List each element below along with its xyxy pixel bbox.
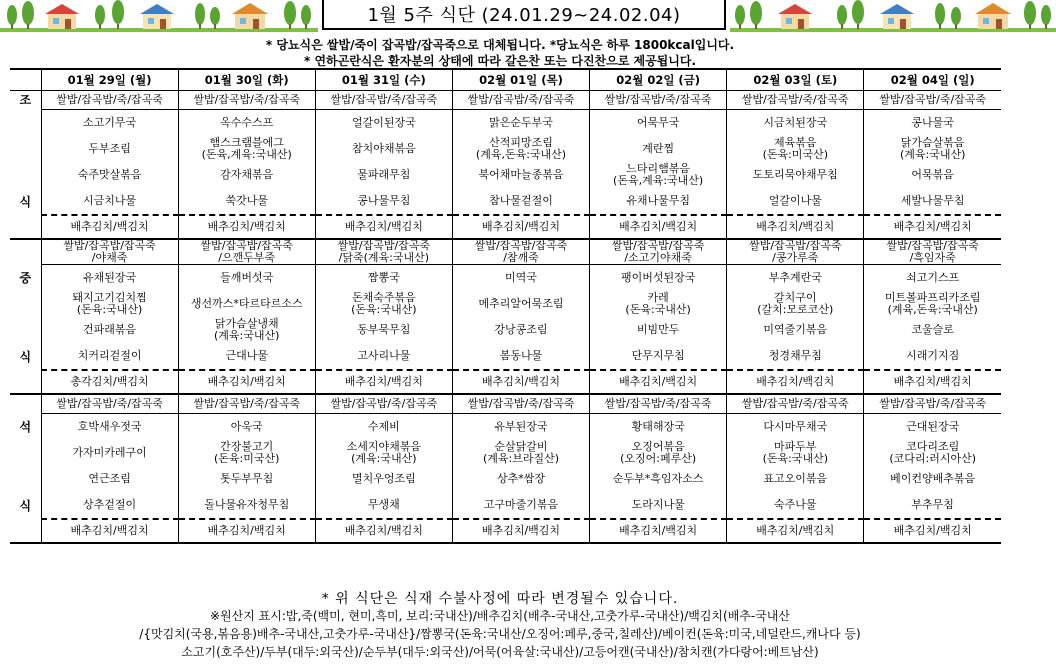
menu-cell: 총각김치/백김치 [41,370,178,394]
dinner-row [10,440,1001,466]
village-illustration-left [0,0,318,32]
meal-label: 식 [19,194,32,209]
menu-cell: 콩나물무침 [315,188,452,215]
menu-cell: 동부묵무침 [315,317,452,343]
menu-cell: 닭가슴살냉채 (계육:국내산) [178,317,315,343]
menu-cell: 쌀밥/잡곡밥/잡곡죽 /으깬두부죽 [178,239,315,265]
menu-cell: 유채된장국 [41,265,178,292]
menu-cell: 순살닭갈비 (계육:브라질산) [452,440,589,466]
menu-cell: 제육볶음 (돈육:미국산) [727,136,864,162]
lunch-row [10,317,1001,343]
menu-cell: 코다리조림 (코다리:러시아산) [864,440,1001,466]
menu-cell: 수제비 [315,414,452,441]
menu-cell: 간장불고기 (돈육:미국산) [178,440,315,466]
meal-label [10,466,41,492]
menu-cell: 비빔만두 [590,317,727,343]
meal-label: 식 [19,349,32,364]
menu-cell: 숙주나물 [727,492,864,519]
day-header: 01월 31일 (수) [315,69,452,91]
menu-cell: 산적피망조림 (계육,돈육:국내산) [452,136,589,162]
menu-cell: 마파두부 (돈육:국내산) [727,440,864,466]
menu-cell: 쌀밥/잡곡밥/죽/잡곡죽 [178,394,315,414]
day-header: 02월 03일 (토) [727,69,864,91]
origin-line: 소고기(호주산)/두부(대두:외국산)/순두부(대두:외국산)/어묵(어육살:국내산)/고등어캔(국내산)/참치캔(가다랑어:베트남산) [181,645,819,659]
menu-cell: 아욱국 [178,414,315,441]
menu-cell: 얼갈이나물 [727,188,864,215]
menu-cell: 무생채 [315,492,452,519]
menu-cell: 소세지야채볶음 (계육:국내산) [315,440,452,466]
change-notice: * 위 식단은 식재 수불사정에 따라 변경될수 있습니다. [321,591,679,607]
menu-cell: 쌀밥/잡곡밥/죽/잡곡죽 [864,394,1001,414]
meal-label [10,291,41,317]
menu-cell: 배추김치/백김치 [315,215,452,239]
menu-cell: 순두부*흑임자소스 [590,466,727,492]
meal-label [10,370,41,394]
meal-label: 식 [19,498,32,513]
meal-label [10,519,41,543]
breakfast-row [10,91,1001,110]
day-header: 01월 30일 (화) [178,69,315,91]
menu-cell: 상추*쌈장 [452,466,589,492]
menu-cell: 쌀밥/잡곡밥/죽/잡곡죽 [452,394,589,414]
origin-line: ※원산지 표시:밥,죽(백미, 현미,흑미, 보리:국내산)/배추김치(배추-국내산,고춧가루-국내산)/백김치(배추-국내산 [209,609,790,623]
menu-cell: 얼갈이된장국 [315,110,452,137]
meal-label [10,215,41,239]
notice-diabetic: * 당뇨식은 쌀밥/죽이 잡곡밥/잡곡죽으로 대체됩니다. *당뇨식은 하루 1800kcal입니다. [265,38,735,52]
menu-cell: 햄스크램블에그 (돈육,계육:국내산) [178,136,315,162]
menu-cell: 배추김치/백김치 [727,519,864,543]
menu-cell: 멸치우엉조림 [315,466,452,492]
menu-cell: 쌀밥/잡곡밥/죽/잡곡죽 [178,91,315,110]
menu-cell: 맑은순두부국 [452,110,589,137]
breakfast-row [10,215,1001,239]
menu-cell: 쌀밥/잡곡밥/죽/잡곡죽 [727,394,864,414]
menu-cell: 쌀밥/잡곡밥/죽/잡곡죽 [590,91,727,110]
menu-cell: 유부된장국 [452,414,589,441]
menu-cell: 배추김치/백김치 [864,519,1001,543]
lunch-row [10,343,1001,370]
menu-cell: 쌀밥/잡곡밥/죽/잡곡죽 [452,91,589,110]
menu-cell: 근대나물 [178,343,315,370]
dinner-row [10,466,1001,492]
menu-cell: 쌀밥/잡곡밥/죽/잡곡죽 [727,91,864,110]
menu-cell: 황태해장국 [590,414,727,441]
menu-cell: 시래기지짐 [864,343,1001,370]
lunch-row [10,239,1001,265]
menu-cell: 어묵무국 [590,110,727,137]
dinner-row [10,492,1001,519]
menu-cell: 닭가슴살볶음 (계육:국내산) [864,136,1001,162]
menu-cell: 배추김치/백김치 [452,370,589,394]
menu-cell: 물파래무침 [315,162,452,188]
meal-label: 조 [19,93,32,108]
menu-cell: 배추김치/백김치 [864,215,1001,239]
menu-cell: 시금치나물 [41,188,178,215]
menu-cell: 참나물겉절이 [452,188,589,215]
menu-cell: 갈치구이 (갈치:모로코산) [727,291,864,317]
menu-cell: 참치야채볶음 [315,136,452,162]
menu-cell: 콩나물국 [864,110,1001,137]
meal-label [10,239,41,265]
menu-cell: 표고오이볶음 [727,466,864,492]
menu-cell: 쌀밥/잡곡밥/죽/잡곡죽 [41,91,178,110]
menu-cell: 들깨버섯국 [178,265,315,292]
menu-cell: 메추리알어묵조림 [452,291,589,317]
menu-cell: 배추김치/백김치 [41,519,178,543]
meal-label [10,394,41,414]
menu-cell: 두부조림 [41,136,178,162]
menu-cell: 쌀밥/잡곡밥/죽/잡곡죽 [41,394,178,414]
menu-cell: 배추김치/백김치 [41,215,178,239]
menu-cell: 톳두부무침 [178,466,315,492]
menu-cell: 카레 (돈육:국내산) [590,291,727,317]
breakfast-row [10,188,1001,215]
menu-cell: 연근조림 [41,466,178,492]
day-header: 01월 29일 (월) [41,69,178,91]
corner-cell [10,69,41,91]
lunch-row [10,370,1001,394]
menu-cell: 부추계란국 [727,265,864,292]
menu-cell: 쇠고기스프 [864,265,1001,292]
menu-cell: 계란찜 [590,136,727,162]
day-header: 02월 01일 (목) [452,69,589,91]
menu-cell: 시금치된장국 [727,110,864,137]
menu-cell: 청경채무침 [727,343,864,370]
menu-cell: 쌀밥/잡곡밥/잡곡죽 /흑임자죽 [864,239,1001,265]
menu-cell: 배추김치/백김치 [727,370,864,394]
menu-cell: 상추겉절이 [41,492,178,519]
lunch-row [10,291,1001,317]
dinner-row [10,519,1001,543]
menu-cell: 옥수수스프 [178,110,315,137]
lunch-row [10,265,1001,292]
menu-cell: 생선까스*타르타르소스 [178,291,315,317]
day-header-row [10,69,1001,91]
menu-cell: 쌀밥/잡곡밥/죽/잡곡죽 [864,91,1001,110]
menu-body [10,91,1001,544]
menu-cell: 쌀밥/잡곡밥/잡곡죽 /콩가루죽 [727,239,864,265]
menu-cell: 팽이버섯된장국 [590,265,727,292]
menu-cell: 쌀밥/잡곡밥/죽/잡곡죽 [590,394,727,414]
meal-label [10,317,41,343]
menu-cell: 세발나물무침 [864,188,1001,215]
menu-cell: 근대된장국 [864,414,1001,441]
menu-cell: 북어채마늘종볶음 [452,162,589,188]
menu-cell: 고구마줄기볶음 [452,492,589,519]
menu-cell: 배추김치/백김치 [178,519,315,543]
menu-cell: 도토리묵야채무침 [727,162,864,188]
menu-cell: 감자채볶음 [178,162,315,188]
menu-cell: 배추김치/백김치 [452,215,589,239]
menu-cell: 단무지무침 [590,343,727,370]
meal-label [10,136,41,162]
header-banner [0,0,1056,34]
menu-cell: 코울슬로 [864,317,1001,343]
menu-cell: 배추김치/백김치 [590,215,727,239]
origin-line: /{맛김치(국용,볶음용)배추-국내산,고춧가루-국내산}/짬뽕국(돈육:국내산/오징어:페루,중국,칠레산)/베이컨(돈육:미국,네덜란드,캐나다 등) [139,627,861,641]
menu-cell: 도라지나물 [590,492,727,519]
dinner-row [10,394,1001,414]
menu-cell: 쌀밥/잡곡밥/잡곡죽 /참깨죽 [452,239,589,265]
notice-dysphagia: * 연하곤란식은 환자분의 상태에 따라 갈은찬 또는 다진찬으로 제공됩니다. [303,54,697,68]
menu-cell: 배추김치/백김치 [590,519,727,543]
menu-cell: 배추김치/백김치 [452,519,589,543]
menu-cell: 봄동나물 [452,343,589,370]
menu-cell: 오징어볶음 (오징어:페루산) [590,440,727,466]
menu-cell: 치커리겉절이 [41,343,178,370]
village-illustration-right [730,0,1056,32]
menu-cell: 다시마무채국 [727,414,864,441]
menu-cell: 배추김치/백김치 [315,370,452,394]
meal-label [10,440,41,466]
menu-cell: 고사리나물 [315,343,452,370]
meal-label [10,110,41,137]
day-header: 02월 02일 (금) [590,69,727,91]
breakfast-row [10,110,1001,137]
menu-cell: 미역줄기볶음 [727,317,864,343]
breakfast-row [10,136,1001,162]
menu-cell: 느타리햄볶음 (돈육,계육:국내산) [590,162,727,188]
menu-cell: 배추김치/백김치 [590,370,727,394]
menu-cell: 배추김치/백김치 [864,370,1001,394]
menu-cell: 유채나물무침 [590,188,727,215]
menu-cell: 쌀밥/잡곡밥/죽/잡곡죽 [315,394,452,414]
menu-cell: 배추김치/백김치 [178,215,315,239]
menu-cell: 짬뽕국 [315,265,452,292]
dinner-row [10,414,1001,441]
breakfast-row [10,162,1001,188]
meal-label: 중 [19,270,32,285]
menu-cell: 배추김치/백김치 [178,370,315,394]
meal-label: 석 [19,419,32,434]
menu-cell: 돈채숙주볶음 (돈육:국내산) [315,291,452,317]
menu-cell: 배추김치/백김치 [727,215,864,239]
menu-cell: 숙주맛살볶음 [41,162,178,188]
day-header: 02월 04일 (일) [864,69,1001,91]
menu-cell: 돌나물유자청무침 [178,492,315,519]
menu-cell: 호박새우젓국 [41,414,178,441]
menu-cell: 어묵볶음 [864,162,1001,188]
menu-cell: 배추김치/백김치 [315,519,452,543]
menu-cell: 가자미카레구이 [41,440,178,466]
menu-cell: 돼지고기김치찜 (돈육:국내산) [41,291,178,317]
menu-cell: 쌀밥/잡곡밥/잡곡죽 /야채죽 [41,239,178,265]
menu-cell: 부추무침 [864,492,1001,519]
menu-cell: 쌀밥/잡곡밥/잡곡죽 /닭죽(계육:국내산) [315,239,452,265]
menu-cell: 쌀밥/잡곡밥/잡곡죽 /소고기야채죽 [590,239,727,265]
meal-label [10,162,41,188]
menu-cell: 건파래볶음 [41,317,178,343]
weekly-menu-table [10,68,1001,544]
menu-cell: 미역국 [452,265,589,292]
menu-cell: 쑥갓나물 [178,188,315,215]
menu-cell: 강낭콩조림 [452,317,589,343]
page-title: 1월 5주 식단 (24.01.29~24.02.04) [322,0,726,30]
menu-cell: 소고기무국 [41,110,178,137]
menu-cell: 쌀밥/잡곡밥/죽/잡곡죽 [315,91,452,110]
menu-cell: 베이컨양배추볶음 [864,466,1001,492]
menu-cell: 미트볼파프리카조림 (계육,돈육:국내산) [864,291,1001,317]
